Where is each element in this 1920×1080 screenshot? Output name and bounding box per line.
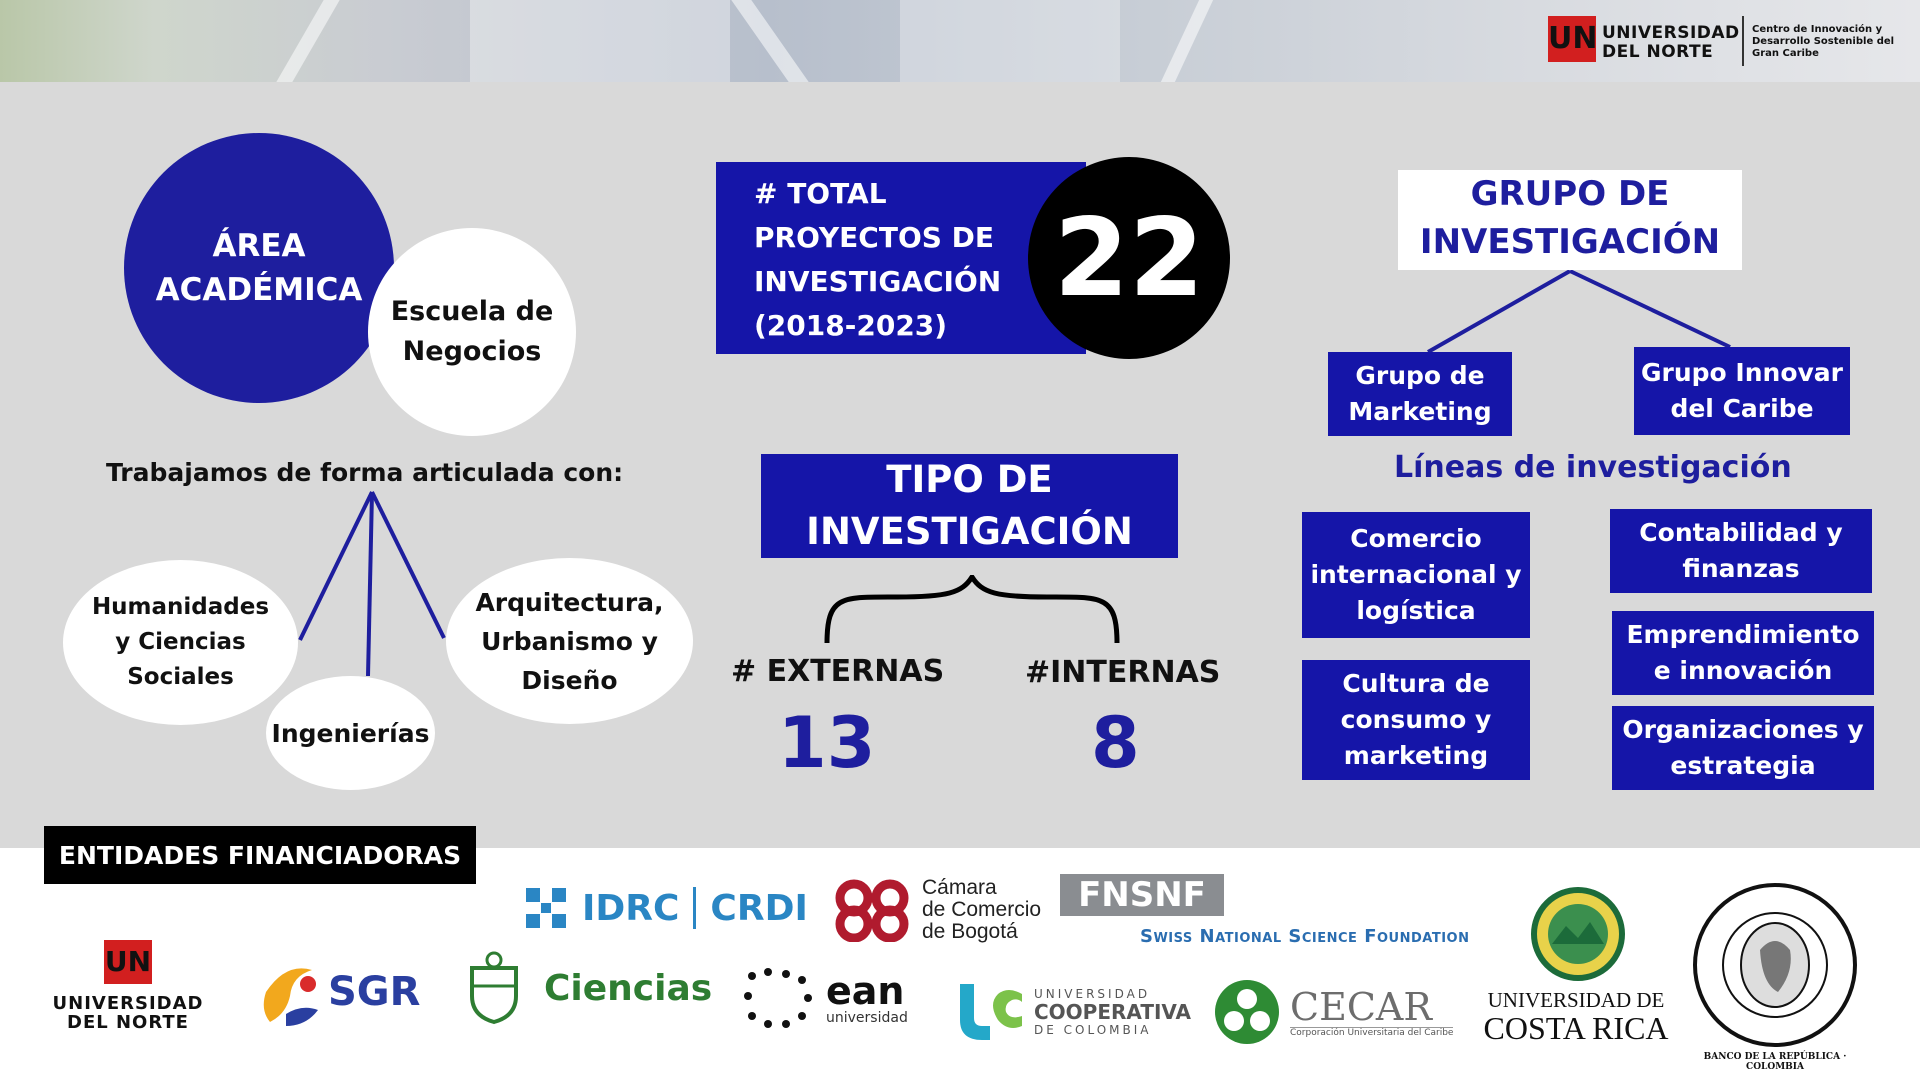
ucc-line: COOPERATIVA (1034, 1000, 1192, 1024)
humanidades-line: Humanidades (91, 594, 270, 620)
total-label-line: PROYECTOS DE (754, 221, 995, 254)
ingenierias-ellipse (266, 676, 435, 790)
humanidades-line: y Ciencias (115, 629, 246, 655)
ingenierias-label: Ingenierías (271, 718, 430, 748)
camara-line: de Bogotá (922, 920, 1018, 943)
sgr-logo (256, 952, 420, 1032)
ean-logo (742, 964, 908, 1034)
internas-value: 8 (1091, 702, 1140, 784)
cecar-subtitle: Corporación Universitaria del Caribe (1290, 1027, 1454, 1038)
idrc-divider (693, 887, 696, 929)
arquitectura-line: Arquitectura, (475, 587, 664, 617)
cecar-wordmark: CECAR (1290, 984, 1432, 1029)
banrep-text: BANCO DE LA REPÚBLICA · COLOMBIA (1703, 1052, 1847, 1072)
ucr-line: COSTA RICA (1483, 1010, 1669, 1046)
idrc-text: IDRC (582, 887, 680, 929)
uninorte-mark: UN (104, 940, 152, 984)
humanidades-ellipse (63, 560, 298, 725)
uninorte-text (52, 994, 204, 1032)
uninorte-logo (52, 940, 204, 1040)
camara-comercio-logo (832, 874, 1041, 946)
sgr-text: SGR (328, 969, 421, 1015)
tipo-investigacion-box (761, 454, 1178, 558)
connector-marketing (1428, 271, 1570, 352)
connector-humanidades (300, 492, 372, 640)
ucc-line: UNIVERSIDAD (1034, 987, 1151, 1001)
uninorte-line: DEL NORTE (67, 1012, 189, 1033)
arquitectura-line: Diseño (521, 665, 618, 695)
linea-line: Organizaciones y (1622, 715, 1864, 744)
linea-line: consumo y (1340, 705, 1492, 734)
linea-line: Comercio (1350, 524, 1482, 553)
camara-emblem-icon (832, 878, 916, 942)
connector-ingenierias (368, 492, 372, 676)
ucc-logo (954, 978, 1191, 1046)
ean-wordmark: ean (826, 969, 905, 1013)
ean-text (826, 969, 908, 1026)
cecar-text (1290, 984, 1454, 1038)
arquitectura-line: Urbanismo y (481, 626, 658, 656)
lineas-investigacion-title: Líneas de investigación (1394, 450, 1792, 485)
total-label-line: INVESTIGACIÓN (754, 265, 1002, 298)
linea-line: internacional y (1310, 560, 1522, 589)
group-line: Marketing (1348, 397, 1492, 426)
group-line: Grupo de (1355, 361, 1485, 390)
grupo-title-line: INVESTIGACIÓN (1419, 222, 1721, 262)
internas-label: #INTERNAS (1025, 655, 1221, 690)
camara-text (922, 877, 1041, 943)
sgr-emblem-icon (256, 952, 326, 1032)
ucc-text (1034, 985, 1191, 1039)
externas-value: 13 (778, 702, 876, 784)
minciencias-logo (458, 948, 712, 1028)
tipo-title-line: INVESTIGACIÓN (806, 510, 1133, 553)
linea-emprendimiento-box (1612, 611, 1874, 695)
idrc-logo (522, 882, 808, 934)
ucr-line: UNIVERSIDAD DE (1487, 988, 1665, 1012)
linea-contabilidad-box (1610, 509, 1872, 593)
humanidades-line: Sociales (127, 664, 234, 690)
centro-line: Gran Caribe (1752, 48, 1819, 59)
total-label-line: # TOTAL (754, 177, 887, 210)
centro-line: Desarrollo Sostenible del (1752, 36, 1895, 47)
curly-brace-icon (822, 575, 1122, 645)
group-line: del Caribe (1670, 394, 1814, 423)
university-name-line: UNIVERSIDAD (1602, 23, 1740, 43)
camara-line: de Comercio (922, 898, 1042, 921)
linea-organizaciones-box (1612, 706, 1874, 790)
grupo-title-line: GRUPO DE (1470, 174, 1670, 214)
connector-innovar (1570, 271, 1730, 347)
linea-line: logística (1356, 596, 1476, 625)
area-title-line: ACADÉMICA (155, 272, 363, 308)
linea-line: estrategia (1670, 751, 1816, 780)
banco-republica-seal-icon (1690, 880, 1860, 1050)
grupo-innovar-box (1634, 347, 1850, 435)
camara-line: Cámara (922, 876, 997, 899)
school-line: Negocios (402, 336, 542, 367)
connector-arquitectura (372, 492, 444, 638)
externas-label: # EXTERNAS (731, 654, 945, 689)
university-name-line: DEL NORTE (1602, 42, 1714, 62)
entidades-financiadoras-title: ENTIDADES FINANCIADORAS (44, 826, 476, 884)
articulated-label: Trabajamos de forma articulada con: (106, 458, 624, 487)
ucr-text (1482, 988, 1670, 1046)
idrc-emblem-icon (522, 884, 570, 932)
linea-line: Contabilidad y (1639, 518, 1843, 547)
uninorte-line: UNIVERSIDAD (52, 993, 204, 1014)
arquitectura-ellipse (446, 558, 693, 724)
grupo-investigacion-title (1398, 170, 1742, 270)
crdi-text: CRDI (710, 887, 808, 929)
linea-line: Emprendimiento (1626, 620, 1860, 649)
grupo-marketing-box (1328, 352, 1512, 436)
total-projects-label (754, 172, 1001, 348)
ucc-emblem-icon (954, 980, 1026, 1044)
linea-line: Cultura de (1342, 669, 1490, 698)
ucr-seal-icon (1530, 886, 1626, 982)
fnsnf-logo: FNSNF (1060, 874, 1224, 916)
colombia-shield-icon (458, 950, 530, 1026)
cecar-logo (1212, 974, 1453, 1050)
tipo-title-line: TIPO DE (886, 458, 1053, 501)
linea-line: marketing (1343, 741, 1489, 770)
un-logo-mark: UN (1548, 16, 1596, 62)
total-label-line: (2018-2023) (754, 309, 948, 342)
linea-line: finanzas (1682, 554, 1800, 583)
linea-comercio-box (1302, 512, 1530, 638)
centro-line: Centro de Innovación y (1752, 24, 1883, 35)
linea-cultura-box (1302, 660, 1530, 780)
group-line: Grupo Innovar (1641, 358, 1843, 387)
total-projects-value: 22 (1028, 157, 1230, 359)
ean-subtitle: universidad (826, 1010, 908, 1026)
school-line: Escuela de (390, 296, 554, 327)
linea-line: e innovación (1653, 656, 1833, 685)
ucc-line: DE COLOMBIA (1034, 1023, 1152, 1037)
ean-dots-icon (742, 964, 822, 1034)
snsf-text: Swiss National Science Foundation (1140, 926, 1470, 947)
ciencias-text: Ciencias (544, 967, 713, 1009)
area-title-line: ÁREA (212, 228, 306, 264)
cecar-emblem-icon (1212, 977, 1282, 1047)
